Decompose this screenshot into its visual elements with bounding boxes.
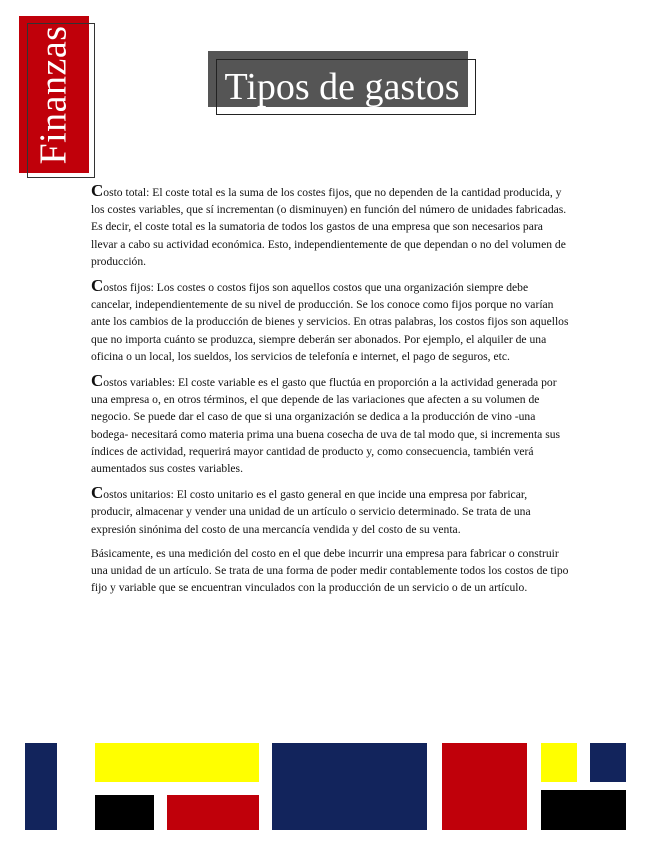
footer-block-yellow-2	[541, 743, 577, 782]
footer-block-black-2	[541, 790, 626, 830]
article-body	[91, 182, 569, 603]
footer-block-red-2	[442, 743, 527, 830]
footer-block-red-1	[167, 795, 259, 830]
section-costos-fijos	[91, 277, 569, 365]
section-costos-variables	[91, 372, 569, 477]
section-initial: C	[91, 371, 104, 391]
section-initial: C	[91, 483, 104, 503]
footer-block-navy-2	[272, 743, 427, 830]
footer-block-navy-3	[590, 743, 626, 782]
section-text: ostos fijos: Los costes o costos fijos son aquellos costos que una organización siempre debe cancelar, independientemente de su nivel de producción. Se los conoce como fijos porque no varían ante los cambios de la producción de bienes y servicios. En otras palabras, los costos fijos son aquellos que no importa cuánto se produzca, siempre deberán ser abonados. Por ejemplo, el alquiler de una oficina o un local, los sueldos, los servicios de telefonía e internet, el pago de seguros, etc.	[91, 281, 569, 363]
section-initial: C	[91, 181, 104, 200]
section-text: ostos unitarios: El costo unitario es el gasto general en que incide una empresa por fabricar, producir, almacenar y vender una unidad de un artículo o servicio determinado. Se trata de una expresión sinónima del costo de una mercancía vendida y del costo de su venta.	[91, 488, 531, 536]
section-costo-total	[91, 182, 569, 270]
section-text: ostos variables: El coste variable es el gasto que fluctúa en proporción a la actividad generada por una empresa o, en otros términos, el que depende de las variaciones que afecten a su volumen de negocio. Se puede dar el caso de que si una organización se dedica a la producción de vino -una bodega- necesitará como materia prima una buena cosecha de uva de tal modo que, si incrementa sus índices de actividad, requerirá mayor cantidad de producto y, como consecuencia, también verá aumentados sus costes variables.	[91, 376, 561, 476]
page-title: Tipos de gastos	[224, 66, 460, 108]
closing-paragraph: Básicamente, es una medición del costo en el que debe incurrir una empresa para fabricar o construir una unidad de un artículo. Se trata de una forma de poder medir contablemente todos los costos de tipo fijo y variable que se encuentran vinculados con la producción de un servicio o de un artículo.	[91, 546, 569, 595]
section-initial: C	[91, 276, 104, 296]
footer-block-black-1	[95, 795, 154, 830]
section-text: osto total: El coste total es la suma de los costes fijos, que no dependen de la cantidad producida, y los costes variables, que sí incrementan (o disminuyen) en función del número de unidades fabricadas. Es decir, el coste total es la sumatoria de todos los gastos de una empresa que son necesarios para llevar a cabo su actividad económica. Esto, independientemente de que dependan o no del volumen de producción.	[91, 186, 567, 268]
footer-block-navy-1	[25, 743, 57, 830]
footer-block-yellow-1	[95, 743, 259, 782]
sidebar-title: Finanzas	[33, 24, 76, 165]
section-costos-unitarios	[91, 484, 569, 538]
sidebar-label	[19, 16, 89, 173]
